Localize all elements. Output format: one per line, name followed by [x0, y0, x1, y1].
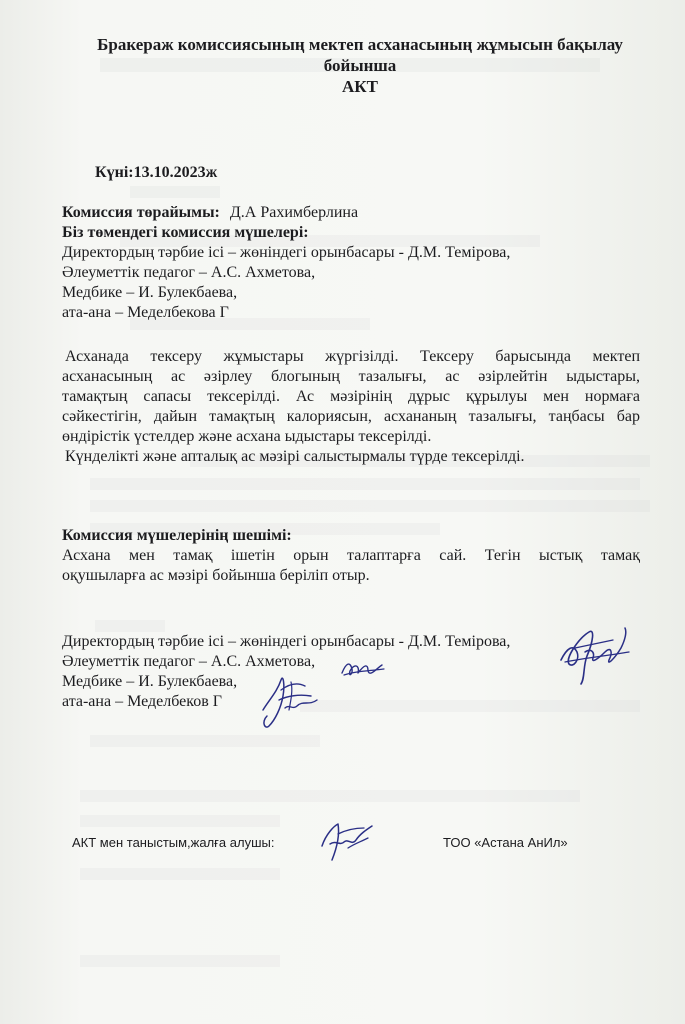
decision-line: Асхана мен тамақ ішетін орын талаптарға сай. Тегін ыстық тамақ — [62, 547, 640, 564]
title-line-2: бойынша — [323, 56, 397, 75]
signature-line: Директордың тәрбие ісі – жөніндегі орынбасары - Д.М. Темірова, — [62, 633, 511, 650]
signature-line: Әлеуметтік педагог – А.С. Ахметова, — [62, 653, 316, 670]
inspection-line: асханасының ас әзірлеу блогының тазалығы, ас әзірлейтін ыдыстары, — [62, 368, 640, 385]
signature-akhmetova-icon — [338, 655, 388, 681]
signature-line: ата-ана – Меделбеков Г — [62, 693, 222, 710]
commission-chair — [62, 203, 510, 223]
signature-temirova-icon — [555, 618, 635, 688]
inspection-line: сәйкестігін, дайын тамақтың калориясын, асхананың тазалығы, таңбасы бар — [62, 408, 640, 425]
signature-line: Медбике – И. Булекбаева, — [62, 673, 238, 690]
signature-bulekbaeva-icon — [255, 670, 325, 732]
inspection-last-line: Күнделікті және апталық ас мәзірі салыстырмалы түрде тексерілді. — [65, 448, 525, 465]
member-line: Медбике – И. Булекбаева, — [62, 284, 238, 301]
inspection-line: өндірістік үстелдер және асхана ыдыстары тексерілді. — [62, 428, 432, 445]
decision-line: оқушыларға ас мәзірі бойынша беріліп отыр. — [62, 567, 370, 584]
organization-name: ТОО «Астана АнИл» — [443, 835, 568, 850]
inspection-line: Асханада тексеру жұмыстары жүргізілді. Тексеру барысында мектеп — [65, 348, 640, 365]
chair-name: Д.А Рахимберлина — [229, 204, 359, 221]
signature-tenant-icon — [318, 816, 378, 866]
member-line: Әлеуметтік педагог – А.С. Ахметова, — [62, 264, 316, 281]
document-title — [60, 34, 660, 97]
title-line-3: АКТ — [342, 77, 378, 96]
inspection-paragraph — [62, 347, 640, 467]
acknowledgement-label: АКТ мен таныстым,жалға алушы: — [72, 835, 275, 850]
member-line: Директордың тәрбие ісі – жөніндегі орынбасары - Д.М. Темірова, — [62, 244, 511, 261]
title-line-1: Бракераж комиссиясының мектеп асханасының жұмысын бақылау — [97, 35, 623, 54]
decision-block — [62, 526, 640, 586]
chair-label: Комиссия төрайымы: — [62, 204, 220, 221]
commission-members-block — [62, 203, 510, 323]
members-heading: Біз төмендегі комиссия мүшелері: — [62, 224, 309, 241]
member-line: ата-ана – Меделбекова Г — [62, 304, 229, 321]
document-date: Күні:13.10.2023ж — [95, 164, 218, 181]
decision-heading: Комиссия мүшелерінің шешімі: — [62, 527, 292, 544]
inspection-line: тамақтың сапасы тексерілді. Ас мәзірінің дұрыс құрылуы мен нормаға — [62, 388, 640, 405]
